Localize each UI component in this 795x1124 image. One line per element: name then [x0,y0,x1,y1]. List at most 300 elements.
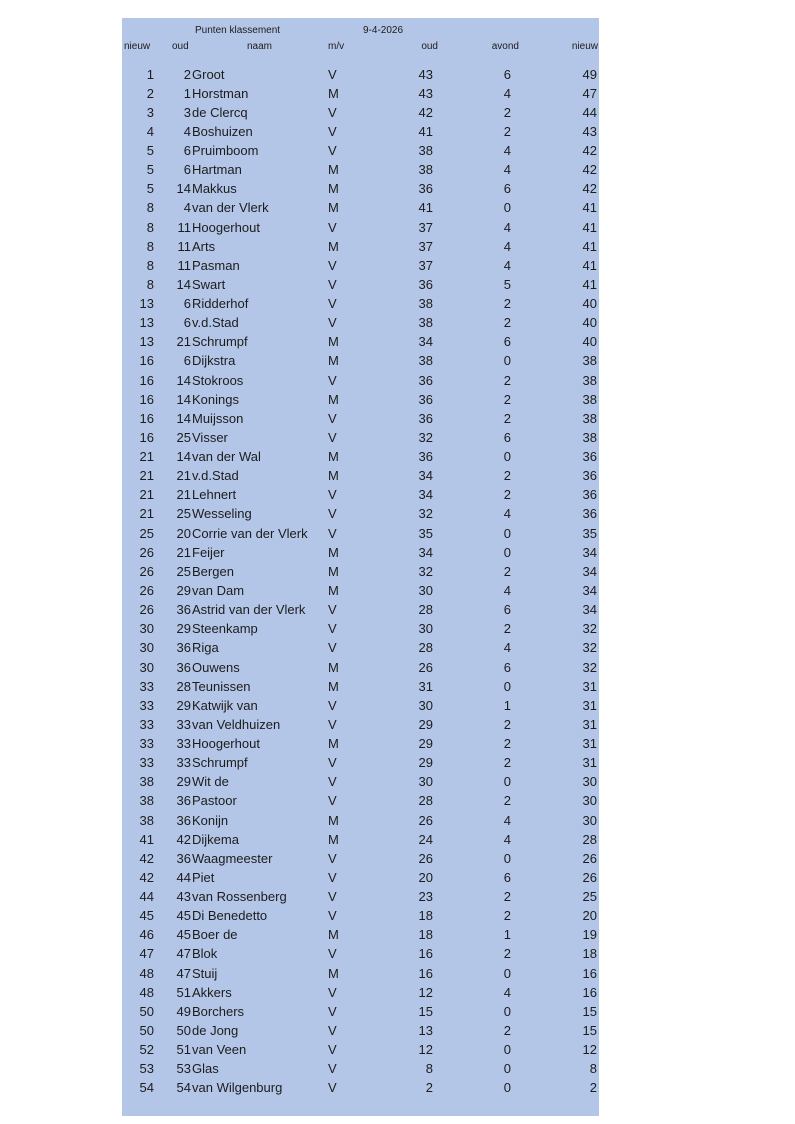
cell-player-name: Makkus [192,181,237,197]
cell-gender: M [328,927,339,943]
table-row [122,849,599,868]
cell-rank-old: 29 [176,697,191,713]
table-row [122,1078,599,1097]
cell-rank-old: 51 [176,984,191,1000]
table-row [122,65,599,84]
cell-rank-old: 36 [176,850,191,866]
cell-player-name: van Rossenberg [192,889,287,905]
cell-points-old: 30 [418,697,433,713]
cell-points-old: 38 [418,353,433,369]
cell-player-name: Pastoor [192,793,237,809]
cell-rank-old: 36 [176,793,191,809]
cell-rank-old: 45 [176,927,191,943]
cell-gender: M [328,736,339,752]
cell-points-evening: 4 [503,506,511,522]
cell-points-old: 38 [418,162,433,178]
cell-points-evening: 2 [503,468,511,484]
cell-rank-new: 16 [139,372,154,388]
cell-points-new: 38 [582,429,597,445]
cell-points-new: 40 [582,334,597,350]
table-row [122,351,599,370]
cell-rank-old: 21 [176,334,191,350]
cell-gender: M [328,449,339,465]
cell-points-new: 31 [582,736,597,752]
cell-gender: V [328,869,337,885]
cell-points-new: 38 [582,410,597,426]
cell-rank-new: 52 [139,1042,154,1058]
cell-player-name: Visser [192,429,228,445]
cell-player-name: Steenkamp [192,621,258,637]
cell-rank-old: 42 [176,831,191,847]
cell-rank-old: 25 [176,506,191,522]
cell-points-new: 32 [582,640,597,656]
cell-points-old: 41 [418,123,433,139]
cell-rank-new: 33 [139,697,154,713]
table-row [122,658,599,677]
cell-points-new: 16 [582,984,597,1000]
cell-points-new: 25 [582,889,597,905]
cell-player-name: Groot [192,66,225,82]
cell-points-old: 32 [418,429,433,445]
cell-points-old: 26 [418,812,433,828]
cell-player-name: Borchers [192,1003,245,1019]
cell-gender: M [328,162,339,178]
cell-points-evening: 2 [503,296,511,312]
cell-rank-new: 25 [139,525,154,541]
table-row [122,1002,599,1021]
cell-points-old: 37 [418,219,433,235]
cell-points-evening: 0 [503,678,511,694]
cell-points-old: 31 [418,678,433,694]
cell-rank-new: 30 [139,621,154,637]
cell-points-old: 38 [418,315,433,331]
cell-points-old: 28 [418,602,433,618]
table-row [122,294,599,313]
cell-points-new: 26 [582,850,597,866]
cell-points-new: 34 [582,563,597,579]
cell-rank-new: 21 [139,487,154,503]
cell-points-evening: 2 [503,487,511,503]
cell-points-new: 32 [582,621,597,637]
cell-points-evening: 6 [503,429,511,445]
cell-points-new: 20 [582,908,597,924]
cell-points-old: 12 [418,984,433,1000]
cell-rank-new: 54 [139,1080,154,1096]
table-row [122,925,599,944]
cell-points-evening: 6 [503,659,511,675]
table-row [122,1059,599,1078]
cell-points-evening: 6 [503,66,511,82]
cell-player-name: Waagmeester [192,850,273,866]
cell-points-new: 42 [582,181,597,197]
cell-rank-new: 26 [139,602,154,618]
cell-player-name: van Wilgenburg [192,1080,283,1096]
cell-points-evening: 0 [503,544,511,560]
table-row [122,772,599,791]
cell-rank-new: 26 [139,583,154,598]
cell-points-old: 29 [418,755,433,771]
cell-player-name: Boshuizen [192,123,253,139]
cell-points-new: 12 [582,1042,597,1058]
cell-points-new: 36 [582,487,597,503]
cell-points-new: 35 [582,525,597,541]
cell-player-name: Ouwens [192,659,240,675]
cell-points-old: 37 [418,257,433,273]
cell-gender: V [328,640,337,656]
cell-rank-old: 21 [176,468,191,484]
cell-points-old: 8 [425,1061,433,1077]
cell-player-name: v.d.Stad [192,468,239,484]
cell-player-name: Pruimboom [192,143,259,159]
cell-gender: V [328,621,337,637]
cell-points-old: 12 [418,1042,433,1058]
cell-rank-new: 16 [139,429,154,445]
cell-points-new: 32 [582,659,597,675]
cell-rank-old: 14 [176,372,191,388]
cell-points-old: 2 [425,1080,433,1096]
cell-points-evening: 0 [503,1061,511,1077]
cell-player-name: Arts [192,238,216,254]
cell-points-evening: 2 [503,315,511,331]
cell-points-evening: 1 [503,697,511,713]
cell-rank-old: 47 [176,946,191,962]
col-header-points-evening: avond [491,41,519,52]
cell-rank-new: 21 [139,449,154,465]
col-header-points-new: nieuw [571,41,598,52]
cell-rank-new: 33 [139,736,154,752]
cell-rank-old: 45 [176,908,191,924]
cell-player-name: Stokroos [192,372,244,388]
table-row [122,715,599,734]
table-row [122,811,599,830]
cell-points-old: 18 [418,927,433,943]
cell-player-name: Hoogerhout [192,736,260,752]
cell-points-new: 40 [582,315,597,331]
cell-points-new: 40 [582,296,597,312]
cell-points-evening: 2 [503,908,511,924]
cell-rank-old: 2 [183,66,191,82]
cell-rank-new: 5 [146,162,154,178]
cell-points-old: 36 [418,181,433,197]
cell-points-old: 28 [418,640,433,656]
cell-points-new: 34 [582,602,597,618]
cell-player-name: Teunissen [192,678,251,694]
cell-points-new: 31 [582,697,597,713]
col-header-rank-new: nieuw [124,41,151,52]
table-row [122,983,599,1002]
cell-player-name: Akkers [192,984,232,1000]
table-row [122,409,599,428]
cell-gender: V [328,257,337,273]
cell-rank-old: 1 [183,85,191,101]
cell-gender: V [328,219,337,235]
cell-player-name: Riga [192,640,219,656]
cell-points-new: 47 [582,85,597,101]
table-row [122,466,599,485]
cell-points-evening: 2 [503,1023,511,1038]
cell-rank-old: 21 [176,487,191,503]
cell-points-new: 42 [582,143,597,159]
table-row [122,1021,599,1040]
cell-points-evening: 4 [503,831,511,847]
cell-points-evening: 0 [503,353,511,369]
cell-gender: V [328,1003,337,1019]
cell-rank-new: 16 [139,410,154,426]
cell-points-old: 38 [418,143,433,159]
table-row [122,237,599,256]
cell-rank-old: 36 [176,602,191,618]
cell-player-name: Wit de [192,774,229,790]
cell-rank-new: 41 [139,831,154,847]
cell-points-new: 44 [582,104,597,120]
cell-player-name: Muijsson [192,410,244,426]
cell-rank-old: 47 [176,965,191,981]
table-row [122,485,599,504]
cell-gender: V [328,793,337,809]
cell-rank-new: 16 [139,353,154,369]
cell-points-old: 34 [418,544,433,560]
cell-points-old: 36 [418,276,433,292]
cell-player-name: Konijn [192,812,229,828]
cell-points-old: 32 [418,563,433,579]
cell-points-evening: 2 [503,736,511,752]
cell-gender: V [328,123,337,139]
cell-rank-new: 47 [139,946,154,962]
cell-player-name: Blok [192,946,218,962]
cell-points-evening: 5 [503,276,511,292]
cell-player-name: Dijkema [192,831,239,847]
cell-gender: M [328,831,339,847]
cell-gender: V [328,487,337,503]
cell-rank-old: 29 [176,583,191,598]
cell-gender: V [328,602,337,618]
cell-player-name: Lehnert [192,487,237,503]
cell-gender: V [328,889,337,905]
sheet-title: Punten klassement [195,25,281,36]
cell-gender: V [328,143,337,159]
col-header-points-old: oud [421,41,438,52]
cell-points-evening: 0 [503,1080,511,1096]
cell-points-new: 38 [582,391,597,407]
cell-points-new: 42 [582,162,597,178]
table-row [122,581,599,600]
cell-gender: V [328,506,337,522]
cell-rank-old: 50 [176,1023,191,1038]
table-row [122,600,599,619]
cell-player-name: Horstman [192,85,249,101]
cell-rank-new: 38 [139,812,154,828]
cell-gender: M [328,353,339,369]
cell-player-name: Ridderhof [192,296,249,312]
table-row [122,543,599,562]
cell-gender: M [328,965,339,981]
cell-points-new: 36 [582,468,597,484]
cell-rank-new: 8 [146,200,154,216]
cell-gender: V [328,410,337,426]
cell-rank-new: 26 [139,544,154,560]
cell-player-name: de Clercq [192,104,248,120]
cell-points-evening: 2 [503,716,511,732]
cell-points-evening: 2 [503,410,511,426]
cell-gender: V [328,66,337,82]
cell-points-new: 41 [582,257,597,273]
cell-points-new: 41 [582,219,597,235]
cell-rank-old: 14 [176,181,191,197]
cell-points-new: 38 [582,353,597,369]
cell-rank-new: 45 [139,908,154,924]
cell-rank-old: 54 [176,1080,191,1096]
cell-points-evening: 0 [503,525,511,541]
cell-rank-old: 6 [183,143,191,159]
cell-rank-new: 38 [139,793,154,809]
cell-rank-new: 48 [139,965,154,981]
cell-player-name: van Veldhuizen [192,716,281,732]
cell-points-old: 36 [418,449,433,465]
cell-player-name: Wesseling [192,506,252,522]
cell-gender: V [328,296,337,312]
table-row [122,332,599,351]
cell-points-evening: 6 [503,181,511,197]
cell-points-old: 41 [418,200,433,216]
cell-gender: V [328,774,337,790]
cell-player-name: Dijkstra [192,353,236,369]
cell-points-evening: 2 [503,123,511,139]
cell-gender: M [328,468,339,484]
cell-gender: V [328,850,337,866]
table-row [122,887,599,906]
cell-points-evening: 4 [503,583,511,598]
cell-rank-old: 6 [183,162,191,178]
cell-rank-old: 29 [176,621,191,637]
cell-points-evening: 0 [503,1042,511,1058]
cell-points-old: 18 [418,908,433,924]
cell-rank-old: 4 [183,123,191,139]
cell-points-old: 23 [418,889,433,905]
cell-points-evening: 0 [503,774,511,790]
cell-points-new: 49 [582,66,597,82]
cell-gender: V [328,697,337,713]
cell-points-old: 42 [418,104,433,120]
table-row [122,830,599,849]
cell-player-name: Astrid van der Vlerk [192,602,306,618]
cell-gender: V [328,1042,337,1058]
table-row [122,428,599,447]
cell-player-name: Schrumpf [192,334,248,350]
cell-rank-new: 1 [146,66,154,82]
table-row [122,791,599,810]
cell-points-evening: 2 [503,563,511,579]
cell-points-evening: 2 [503,104,511,120]
cell-rank-new: 5 [146,181,154,197]
cell-points-old: 15 [418,1003,433,1019]
cell-points-old: 29 [418,716,433,732]
cell-points-old: 20 [418,869,433,885]
cell-points-old: 13 [418,1023,433,1038]
cell-rank-new: 8 [146,276,154,292]
cell-points-evening: 6 [503,602,511,618]
cell-rank-old: 36 [176,640,191,656]
cell-points-evening: 2 [503,889,511,905]
cell-points-evening: 2 [503,391,511,407]
cell-points-old: 30 [418,621,433,637]
cell-rank-old: 53 [176,1061,191,1077]
cell-gender: M [328,563,339,579]
cell-points-evening: 2 [503,755,511,771]
cell-points-old: 29 [418,736,433,752]
cell-rank-new: 21 [139,506,154,522]
cell-rank-old: 11 [177,219,191,235]
cell-gender: V [328,908,337,924]
cell-gender: V [328,429,337,445]
cell-rank-new: 48 [139,984,154,1000]
cell-points-evening: 0 [503,965,511,981]
cell-points-old: 37 [418,238,433,254]
cell-gender: M [328,391,339,407]
cell-points-old: 34 [418,487,433,503]
cell-points-new: 19 [582,927,597,943]
cell-rank-new: 50 [139,1003,154,1019]
cell-rank-new: 30 [139,640,154,656]
cell-points-old: 34 [418,468,433,484]
cell-player-name: Corrie van der Vlerk [192,525,308,541]
table-row [122,753,599,772]
cell-gender: M [328,544,339,560]
cell-player-name: Boer de [192,927,238,943]
cell-rank-old: 43 [176,889,191,905]
cell-player-name: Katwijk van [192,697,258,713]
cell-rank-old: 28 [176,678,191,694]
cell-rank-old: 33 [176,755,191,771]
cell-gender: M [328,334,339,350]
cell-points-new: 15 [582,1023,597,1038]
cell-points-evening: 2 [503,621,511,637]
cell-points-old: 36 [418,410,433,426]
cell-rank-old: 14 [176,449,191,465]
cell-gender: V [328,372,337,388]
table-row [122,275,599,294]
cell-points-evening: 1 [503,927,511,943]
cell-rank-old: 11 [177,238,191,254]
cell-player-name: Piet [192,869,215,885]
cell-player-name: Swart [192,276,226,292]
table-row [122,179,599,198]
cell-rank-new: 33 [139,755,154,771]
cell-gender: M [328,200,339,216]
cell-rank-old: 14 [176,391,191,407]
cell-gender: V [328,755,337,771]
cell-points-evening: 4 [503,984,511,1000]
cell-points-evening: 4 [503,143,511,159]
cell-player-name: van Dam [192,583,245,598]
table-row [122,906,599,925]
cell-points-old: 26 [418,659,433,675]
cell-gender: V [328,716,337,732]
col-header-gender: m/v [328,41,345,52]
cell-rank-new: 42 [139,869,154,885]
table-row [122,447,599,466]
table-row [122,638,599,657]
table-row [122,868,599,887]
cell-rank-new: 16 [139,391,154,407]
cell-points-new: 28 [582,831,597,847]
cell-rank-new: 13 [139,296,154,312]
standings-sheet [122,18,599,1116]
cell-points-new: 36 [582,449,597,465]
cell-rank-new: 21 [139,468,154,484]
cell-rank-old: 25 [176,563,191,579]
cell-points-old: 28 [418,793,433,809]
cell-gender: M [328,659,339,675]
